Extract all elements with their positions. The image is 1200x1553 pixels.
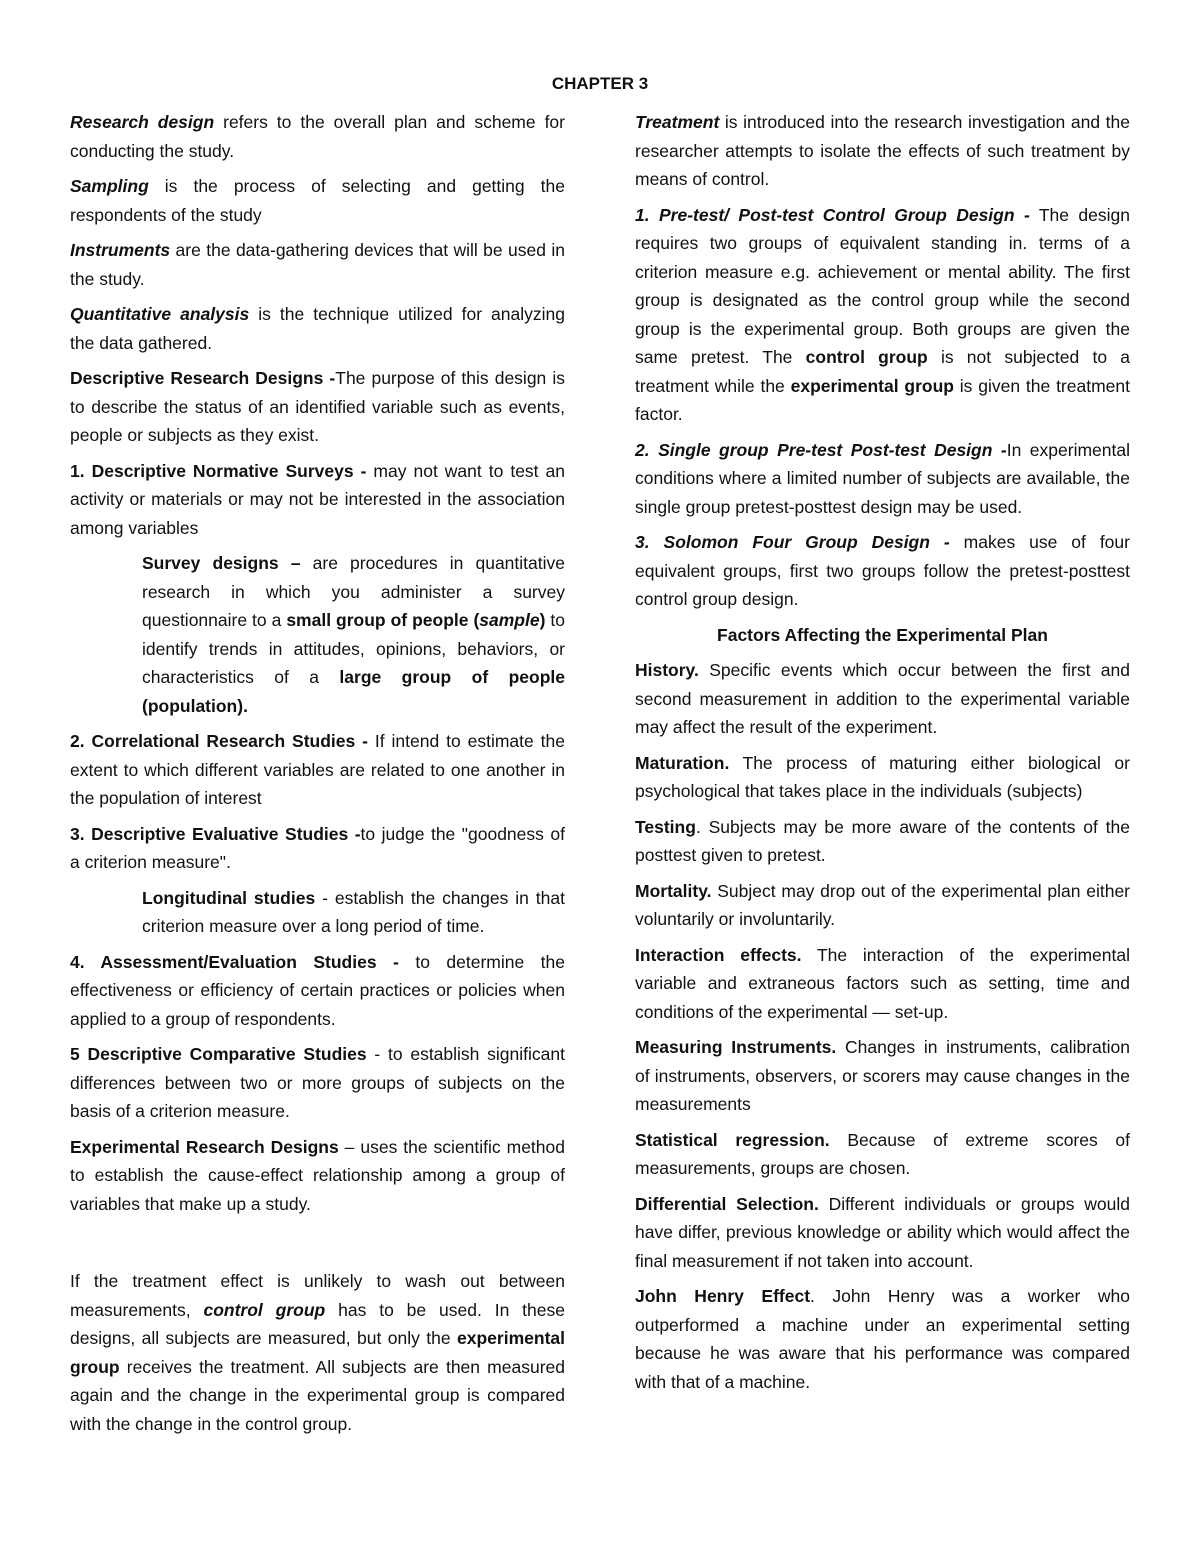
text-run: may not want to test an activity or materials or may not be interested in the association among variables <box>70 460 565 538</box>
emphasized-term: Sampling <box>70 176 149 196</box>
paragraph <box>70 1133 565 1219</box>
text-run: . John Henry was a worker who outperformed a machine under an experimental setting because he was aware that his performance was compared with that of a machine. <box>635 1286 1130 1392</box>
paragraph <box>635 1126 1130 1183</box>
text-run: makes use of four equivalent groups, first two groups follow the pretest-posttest control group design. <box>635 532 1130 609</box>
text-run: are the data-gathering devices that will be used in the study. <box>70 240 565 289</box>
text-run: - to establish significant differences between two or more groups of subjects on the basis of a criterion measure. <box>70 1044 565 1121</box>
bold-term: 3. Descriptive Evaluative Studies - <box>70 823 361 844</box>
bold-term: experimental group <box>70 1328 565 1377</box>
text-run: is not subjected to a treatment while the <box>635 347 1130 396</box>
paragraph <box>142 884 565 941</box>
bold-term: Measuring Instruments. <box>635 1037 837 1057</box>
paragraph <box>70 364 565 450</box>
paragraph <box>70 457 565 543</box>
text-run: - establish the changes in that criterion measure over a long period of time. <box>142 887 565 936</box>
paragraph <box>70 300 565 357</box>
bold-term: Survey designs – <box>142 553 301 573</box>
paragraph-spacer <box>70 1225 565 1267</box>
paragraph <box>635 749 1130 806</box>
bold-term: 5 Descriptive Comparative Studies <box>70 1044 367 1064</box>
paragraph <box>635 1033 1130 1119</box>
emphasized-term: Treatment <box>635 112 720 132</box>
paragraph <box>70 948 565 1034</box>
text-run: are procedures in quantitative research in which you administer a survey questionnaire to a <box>142 553 565 630</box>
text-run: The purpose of this design is to describe the status of an identified variable such as events, people or subjects as they exist. <box>70 368 565 445</box>
bold-term: ) <box>539 610 546 630</box>
left-column <box>70 108 565 1445</box>
text-run: has to be used. In these designs, all subjects are measured, but only the <box>70 1299 565 1348</box>
paragraph <box>70 820 565 877</box>
bold-term: Maturation. <box>635 752 730 773</box>
bold-term: 2. Correlational Research Studies - <box>70 731 368 751</box>
text-run: In experimental conditions where a limited number of subjects are available, the single group pretest-posttest design may be used. <box>635 439 1130 517</box>
bold-term: History. <box>635 660 699 680</box>
bold-term: Interaction effects. <box>635 944 802 965</box>
emphasized-term: 1. Pre-test/ Post-test Control Group Design - <box>635 204 1030 225</box>
text-run: If the treatment effect is unlikely to wash out between measurements, <box>70 1271 565 1320</box>
text-run: – uses the scientific method to establish the cause-effect relationship among a group of variables that make up a study. <box>70 1136 565 1214</box>
paragraph <box>635 941 1130 1027</box>
paragraph <box>70 1040 565 1126</box>
right-column <box>635 108 1130 1403</box>
paragraph <box>70 727 565 813</box>
bold-term: large group of people (population). <box>142 667 565 716</box>
paragraph <box>635 1282 1130 1396</box>
bold-term: experimental group <box>790 375 954 396</box>
emphasized-term: Quantitative analysis <box>70 304 250 324</box>
bold-term: Longitudinal studies <box>142 887 316 908</box>
bold-term: 1. Descriptive Normative Surveys - <box>70 460 367 481</box>
emphasized-term: 2. Single group Pre-test Post-test Design - <box>635 439 1007 460</box>
emphasized-term: Instruments <box>70 240 171 260</box>
text-run: Different individuals or groups would have differ, previous knowledge or ability which would affect the final measurement if not taken into account. <box>635 1193 1131 1271</box>
text-run: is given the treatment factor. <box>635 375 1130 424</box>
bold-term: small group of people ( <box>286 610 480 630</box>
text-run: The process of maturing either biological or psychological that takes place in the individuals (subjects) <box>635 752 1130 801</box>
text-run: receives the treatment. All subjects are then measured again and the change in the experimental group is compared with the change in the control group. <box>70 1356 565 1434</box>
text-run: Changes in instruments, calibration of instruments, observers, or scorers may cause changes in the measurements <box>635 1037 1130 1114</box>
paragraph <box>635 108 1130 194</box>
bold-term: Testing <box>635 816 696 837</box>
page-title: CHAPTER 3 <box>551 74 649 93</box>
paragraph <box>635 528 1130 614</box>
paragraph <box>635 877 1130 934</box>
bold-term: 4. Assessment/Evaluation Studies - <box>70 951 399 972</box>
paragraph <box>635 201 1130 429</box>
paragraph <box>635 656 1130 742</box>
text-run: to determine the effectiveness or efficiency of certain practices or policies when applied to a group of respondents. <box>70 951 566 1029</box>
paragraph <box>70 172 565 229</box>
text-run: is the technique utilized for analyzing the data gathered. <box>70 304 565 353</box>
text-run: to judge the "goodness of a criterion measure". <box>70 823 565 872</box>
paragraph <box>635 436 1130 522</box>
text-run: Specific events which occur between the first and second measurement in addition to the experimental variable may affect the result of the experiment. <box>635 660 1130 737</box>
text-run: The interaction of the experimental variable and extraneous factors such as setting, time and conditions of the experimental — set-up. <box>635 944 1130 1022</box>
emphasized-term: Research design <box>70 112 215 132</box>
bold-term: Statistical regression. <box>635 1129 830 1150</box>
text-run: is introduced into the research investigation and the researcher attempts to isolate the effects of such treatment by means of control. <box>635 112 1130 189</box>
paragraph <box>635 813 1130 870</box>
bold-term: John Henry Effect <box>635 1286 811 1306</box>
paragraph <box>70 236 565 293</box>
paragraph <box>70 1267 565 1438</box>
text-run: If intend to estimate the extent to which different variables are related to one another in the population of interest <box>70 731 565 808</box>
bold-term: control group <box>805 347 928 367</box>
text-run: Because of extreme scores of measurements, groups are chosen. <box>635 1129 1130 1178</box>
paragraph <box>70 108 565 165</box>
emphasized-term: 3. Solomon Four Group Design - <box>635 532 950 552</box>
bold-term: Differential Selection. <box>635 1193 819 1214</box>
text-run: . Subjects may be more aware of the contents of the posttest given to pretest. <box>635 816 1130 865</box>
text-run: refers to the overall plan and scheme for conducting the study. <box>70 112 565 161</box>
text-run: The design requires two groups of equivalent standing in. terms of a criterion measure e.g. achievement or mental ability. The first group is designated as the control group while the second group is the experimental group. Both groups are given the same pretest. The <box>635 204 1130 367</box>
paragraph <box>635 1190 1130 1276</box>
emphasized-term: control group <box>203 1299 326 1320</box>
bold-term: Experimental Research Designs <box>70 1136 339 1157</box>
bold-term: Mortality. <box>635 880 712 901</box>
section-heading <box>635 621 1130 650</box>
text-run: is the process of selecting and getting the respondents of the study <box>70 176 565 225</box>
bold-term: Factors Affecting the Experimental Plan <box>717 624 1048 645</box>
emphasized-term: sample <box>479 610 540 630</box>
text-run: to identify trends in attitudes, opinions, behaviors, or characteristics of a <box>142 610 565 687</box>
text-run: Subject may drop out of the experimental plan either voluntarily or involuntarily. <box>635 880 1130 929</box>
paragraph <box>142 549 565 720</box>
bold-term: Descriptive Research Designs - <box>70 368 336 388</box>
